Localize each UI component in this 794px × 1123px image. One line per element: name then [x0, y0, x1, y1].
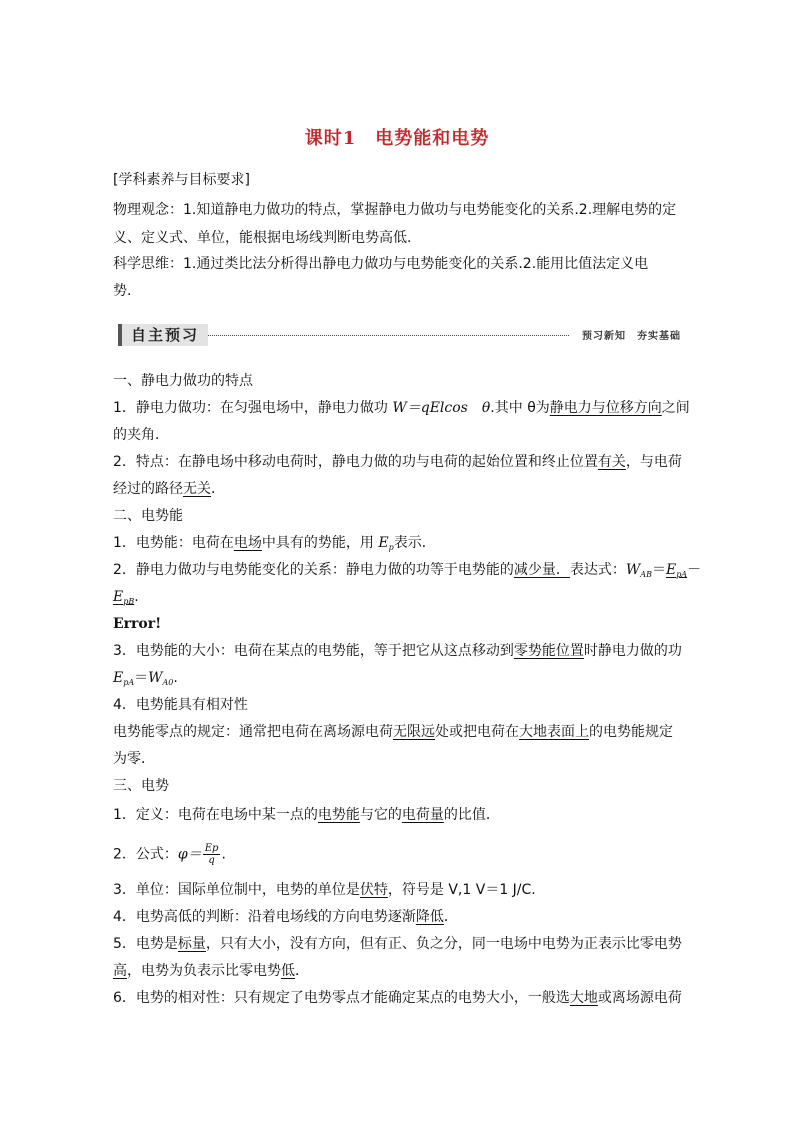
science-thinking-line-1: 科学思维：1.通过类比法分析得出静电力做功与电势能变化的关系.2.能用比值法定义电: [113, 256, 649, 272]
answer-blank: 静电力与位移方向: [549, 400, 662, 416]
answer-blank: 有关: [597, 454, 626, 470]
answer-blank: 减少量．: [513, 562, 570, 578]
text: 表示．: [393, 535, 436, 551]
text: ．: [443, 909, 458, 925]
text: 2．公式：: [113, 846, 178, 863]
answer-blank: 高: [113, 963, 127, 979]
formula: W＝qElcos θ: [392, 400, 491, 416]
symbol: E: [665, 562, 677, 578]
text: 1．静电力做功：在匀强电场中，静电力做功: [113, 400, 393, 416]
subscript: pB: [123, 597, 135, 606]
answer-blank: 大地表面上: [519, 724, 589, 740]
s3-item-5: [113, 934, 682, 954]
text: 3．单位：国际单位制中，电势的单位是: [113, 882, 360, 898]
s2-item-1: [113, 533, 436, 558]
symbol: W: [625, 562, 641, 578]
text: 表达式：: [569, 562, 626, 578]
subscript: p: [388, 543, 394, 552]
s2-item-3-cont: [113, 668, 178, 693]
physics-concept-line-2: 义、定义式、单位，能根据电场线判断电势高低.: [113, 230, 412, 246]
answer-blank: 大地: [569, 990, 598, 1006]
symbol: E: [113, 670, 124, 686]
subscript: AB: [640, 570, 652, 579]
s1-item-1: [113, 398, 690, 418]
text: 中具有的势能，用: [261, 535, 379, 551]
science-thinking-line-2: 势.: [113, 283, 132, 299]
text: 3．电势能的大小：电荷在某点的电势能，等于把它从这点移动到: [113, 643, 514, 659]
subscript: A0: [162, 678, 174, 687]
s2-item-3: [113, 641, 682, 661]
symbol: E: [378, 535, 389, 551]
preview-banner: [118, 324, 681, 348]
text: ，电势为负表示比零电势: [127, 963, 281, 979]
text: 或离场源电荷: [597, 990, 682, 1006]
text: ，只有大小，没有方向，但有正、负之分，同一电场中电势为正表示比零电势: [205, 936, 682, 952]
text: 之间: [661, 400, 690, 416]
numerator: Ep: [204, 843, 219, 854]
s2-item-2: [113, 560, 701, 585]
s2-item-4: 4．电势能具有相对性: [113, 697, 248, 713]
banner-label: 自主预习: [118, 324, 208, 346]
text: .: [173, 670, 178, 686]
text: .: [221, 846, 226, 863]
text: 的电势能规定: [589, 724, 673, 740]
subscript: pA: [676, 570, 688, 579]
answer-blank: 电势能: [317, 807, 360, 823]
zero-point-rule-cont: 为零．: [113, 751, 155, 767]
lesson-title: 课时1 电势能和电势: [304, 128, 490, 149]
s3-item-6: [113, 988, 682, 1008]
s1-item-2-cont: [113, 479, 225, 499]
text: 的比值．: [443, 807, 500, 823]
text: －: [687, 562, 702, 578]
physics-concept-line-1: 物理观念：1.知道静电力做功的特点，掌握静电力做功与电势能变化的关系.2.理解电势的定: [113, 202, 677, 218]
s1-item-2: [113, 452, 682, 472]
answer-blank: 降低: [415, 909, 444, 925]
text: 时静电力做的功: [583, 643, 682, 659]
zero-point-rule: [113, 722, 673, 742]
text: ，符号是 V,1 V＝1 J/C.: [387, 882, 536, 898]
banner-slogan: 预习新知 夯实基础: [582, 331, 681, 342]
banner-divider: [208, 335, 569, 336]
answer-blank: 标量: [177, 936, 206, 952]
text: ＝: [134, 670, 149, 686]
fraction: [203, 843, 221, 866]
s2-item-2-cont: [113, 587, 139, 612]
formula: φ＝: [177, 846, 202, 863]
text: 经过的路径: [113, 481, 183, 497]
answer-blank: 电场: [233, 535, 262, 551]
text: 1．电势能：电荷在: [113, 535, 234, 551]
section-1-heading: 一、静电力做功的特点: [113, 373, 253, 389]
text: .: [134, 589, 139, 605]
text: 5．电势是: [113, 936, 178, 952]
symbol: E: [113, 589, 124, 605]
section-2-heading: 二、电势能: [113, 508, 183, 524]
s3-item-5-cont: [113, 961, 309, 981]
s3-item-3: [113, 880, 536, 900]
s1-item-1-cont: 的夹角．: [113, 427, 169, 443]
requirements-header: [学科素养与目标要求]: [113, 172, 250, 188]
text: ．: [211, 481, 225, 497]
text: ．: [295, 963, 309, 979]
answer-blank: 伏特: [359, 882, 388, 898]
text: 电势能零点的规定：通常把电荷在离场源电荷: [113, 724, 393, 740]
text: 处或把电荷在: [435, 724, 519, 740]
s3-item-2: [113, 843, 226, 866]
answer-blank: 无限远: [393, 724, 435, 740]
text: 1．定义：电荷在电场中某一点的: [113, 807, 318, 823]
text: 4．电势高低的判断：沿着电场线的方向电势逐渐: [113, 909, 416, 925]
text: ，与电荷: [625, 454, 682, 470]
error-text: Error!: [113, 616, 162, 632]
text: ＝: [651, 562, 666, 578]
text: 与它的: [359, 807, 402, 823]
text: 6．电势的相对性：只有规定了电势零点才能确定某点的电势大小，一般选: [113, 990, 570, 1006]
subscript: pA: [123, 678, 135, 687]
symbol: W: [148, 670, 163, 686]
denominator: q: [208, 855, 215, 866]
answer-blank: 低: [281, 963, 295, 979]
s3-item-1: [113, 805, 500, 825]
text: 2．静电力做功与电势能变化的关系：静电力做的功等于电势能的: [113, 562, 514, 578]
answer-blank: 零势能位置: [513, 643, 584, 659]
answer-blank: 无关: [183, 481, 211, 497]
s3-item-4: [113, 907, 458, 927]
text: .其中 θ为: [490, 400, 550, 416]
text: 2．特点：在静电场中移动电荷时，静电力做的功与电荷的起始位置和终止位置: [113, 454, 598, 470]
answer-blank: 电荷量: [401, 807, 444, 823]
section-3-heading: 三、电势: [113, 778, 169, 794]
